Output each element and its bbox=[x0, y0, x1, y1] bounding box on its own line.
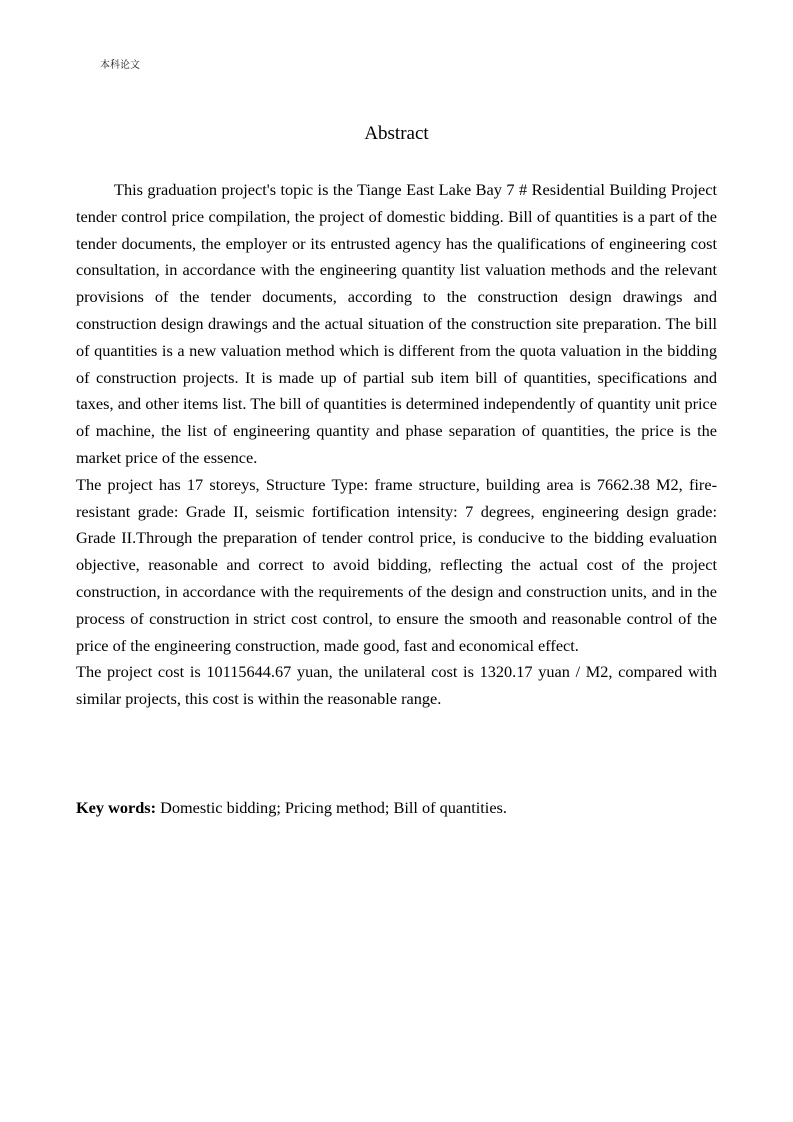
abstract-title: Abstract bbox=[364, 123, 429, 144]
keywords-text: Domestic bidding; Pricing method; Bill of quantities. bbox=[156, 798, 507, 817]
abstract-body bbox=[76, 177, 717, 713]
abstract-paragraph-1: This graduation project's topic is the Tiange East Lake Bay 7 # Residential Building Project tender control price compilation, the project of domestic bidding. Bill of quantities is a part of the tender documents, the employer or its entrusted agency has the qualifications of engineering cost consultation, in accordance with the engineering quantity list valuation methods and the relevant provisions of the tender documents, according to the construction design drawings and construction design drawings and the actual situation of the construction site preparation. The bill of quantities is a new valuation method which is different from the quota valuation in the bidding of construction projects. It is made up of partial sub item bill of quantities, specifications and taxes, and other items list. The bill of quantities is determined independently of quantity unit price of machine, the list of engineering quantity and phase separation of quantities, the price is the market price of the essence. bbox=[76, 180, 717, 467]
running-header: 本科论文 bbox=[100, 60, 140, 71]
abstract-paragraph-3: The project cost is 10115644.67 yuan, the unilateral cost is 1320.17 yuan / M2, compared with similar projects, this cost is within the reasonable range. bbox=[76, 662, 717, 709]
keywords-line bbox=[76, 795, 717, 822]
abstract-paragraph-2: The project has 17 storeys, Structure Type: frame structure, building area is 7662.38 M2, fire-resistant grade: Grade II, seismic fortification intensity: 7 degrees, engineering design grade: Grade II.Through the preparation of tender control price, is conducive to the bidding evaluation objective, reasonable and correct to avoid bidding, reflecting the actual cost of the project construction, in accordance with the requirements of the design and construction units, and in the process of construction in strict cost control, to ensure the smooth and reasonable control of the price of the engineering construction, made good, fast and economical effect. bbox=[76, 474, 717, 655]
keywords-label: Key words: bbox=[76, 798, 157, 817]
